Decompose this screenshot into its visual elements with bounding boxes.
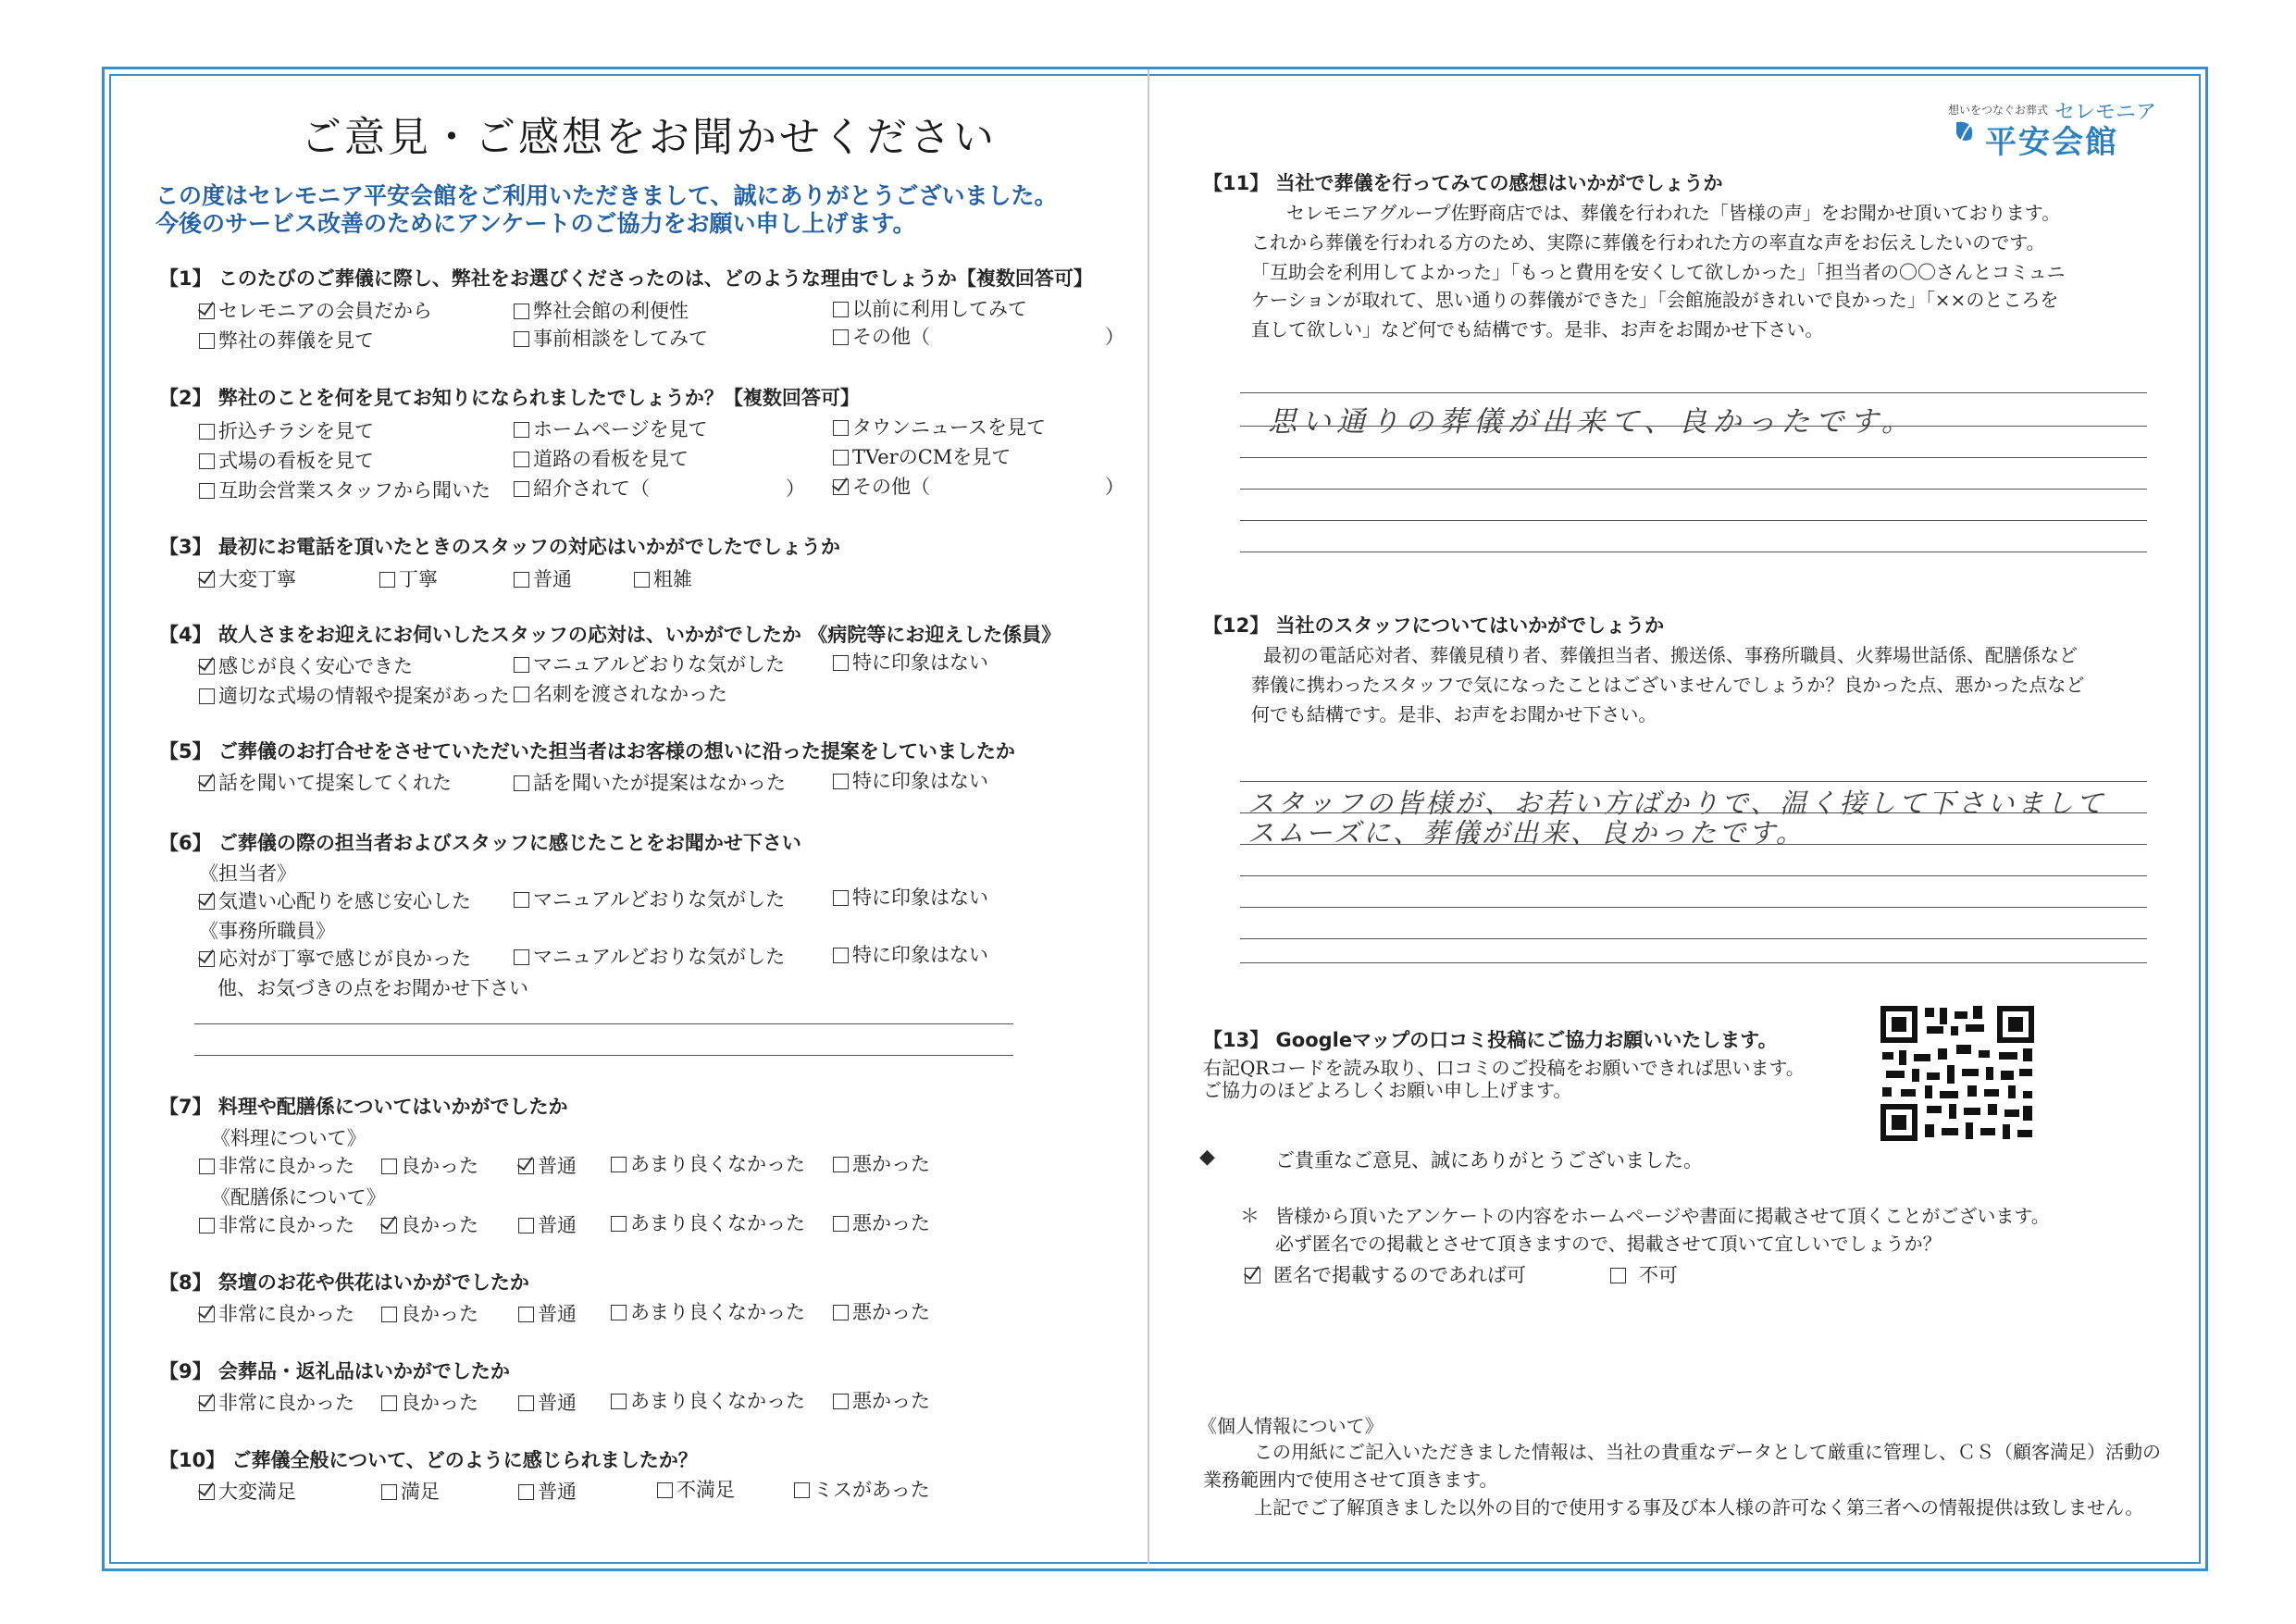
q13-text: 右記QRコードを読み取り、口コミのご投稿をお願いできれば思います。	[1203, 1057, 1805, 1079]
checkbox[interactable]	[514, 892, 529, 908]
write-line[interactable]	[1240, 938, 2147, 939]
q8-option[interactable]: あまり良くなかった	[611, 1297, 805, 1325]
q7-staff-option[interactable]: 普通	[518, 1210, 577, 1238]
checkbox[interactable]	[634, 572, 650, 588]
checkbox-checked[interactable]	[199, 659, 215, 675]
checkbox[interactable]	[833, 450, 849, 465]
q6-option[interactable]: マニュアルどおりな気がした	[514, 942, 785, 970]
q2-option[interactable]: 式場の看板を見て	[199, 446, 374, 474]
q7-sub-haizen: 《配膳係について》	[211, 1186, 386, 1209]
qr-code-icon[interactable]	[1879, 1004, 2036, 1143]
write-line[interactable]	[194, 1055, 1013, 1056]
checkbox[interactable]	[833, 1216, 849, 1232]
checkbox-checked[interactable]	[1245, 1268, 1260, 1283]
q11-text: ケーションが取れて、思い通りの葬儀ができた」「会館施設がきれいで良かった」「××のところを	[1251, 289, 2059, 311]
q1-option[interactable]: セレモニアの会員だから	[199, 296, 432, 324]
q7-food-option[interactable]: 良かった	[381, 1151, 478, 1179]
q2-option[interactable]: TVerのCMを見て	[833, 442, 1011, 470]
q6-option[interactable]: 気遣い心配りを感じ安心した	[199, 886, 471, 914]
checkbox[interactable]	[611, 1216, 627, 1232]
checkbox[interactable]	[381, 1307, 397, 1322]
q4-option[interactable]: マニュアルどおりな気がした	[514, 650, 785, 677]
checkbox[interactable]	[381, 1395, 397, 1411]
q2-option[interactable]: 互助会営業スタッフから聞いた	[199, 476, 490, 503]
checkbox[interactable]	[833, 420, 849, 436]
page-title: ご意見・ご感想をお聞かせください	[301, 114, 997, 161]
write-line[interactable]	[1240, 520, 2147, 521]
q8-label: 【8】 祭壇のお花や供花はいかがでしたか	[159, 1271, 529, 1294]
checkbox[interactable]	[833, 1305, 849, 1320]
q10-option[interactable]: 大変満足	[199, 1477, 296, 1505]
checkbox-checked[interactable]	[381, 1218, 397, 1233]
checkbox[interactable]	[514, 481, 529, 497]
q9-label: 【9】 会葬品・返礼品はいかがでしたか	[159, 1360, 510, 1382]
q13-text: ご協力のほどよろしくお願い申し上げます。	[1203, 1079, 1572, 1101]
q3-option[interactable]: 粗雑	[634, 564, 692, 592]
checkbox[interactable]	[833, 1157, 849, 1172]
checkbox[interactable]	[518, 1395, 534, 1411]
q7-food-option[interactable]: 悪かった	[833, 1149, 930, 1177]
q1-option[interactable]: 弊社会館の利便性	[514, 296, 689, 324]
write-line[interactable]	[1240, 844, 2147, 845]
q6-label: 【6】 ご葬儀の際の担当者およびスタッフに感じたことをお聞かせ下さい	[159, 832, 801, 854]
q2-label: 【2】 弊社のことを何を見てお知りになられましたでしょうか？【複数回答可】	[159, 387, 860, 409]
q11-handwritten-answer[interactable]: 思い通りの葬儀が出来て、良かったです。	[1268, 405, 1916, 439]
q9-option[interactable]: 普通	[518, 1388, 577, 1416]
q8-option[interactable]: 非常に良かった	[199, 1299, 354, 1327]
checkbox[interactable]	[611, 1305, 627, 1320]
checkbox[interactable]	[833, 655, 849, 671]
q11-text: 「互助会を利用してよかった」「もっと費用を安くして欲しかった」「担当者の〇〇さんとコミュニ	[1251, 261, 2066, 283]
q2-option[interactable]: 折込チラシを見て	[199, 416, 374, 444]
q1-label: 【1】 このたびのご葬儀に際し、弊社をお選びくださったのは、どのような理由でしょうか【複数回答可】	[159, 267, 1093, 290]
privacy-text: 上記でご了解頂きました以外の目的で使用する事及び本人様の許可なく第三者への情報提供は致しません。	[1254, 1496, 2144, 1519]
logo-brand: セレモニア	[2054, 101, 2157, 124]
logo-tagline: 想いをつなぐお葬式	[1948, 104, 2049, 117]
checkbox[interactable]	[381, 1484, 397, 1500]
q3-label: 【3】 最初にお電話を頂いたときのスタッフの対応はいかがでしたでしょうか	[159, 536, 840, 558]
checkbox[interactable]	[514, 657, 529, 673]
publish-option-anonymous[interactable]: 匿名で掲載するのであれば可	[1245, 1260, 1526, 1288]
write-line[interactable]	[1240, 812, 2147, 813]
q11-text: セレモニアグループ佐野商店では、葬儀を行われた「皆様の声」をお聞かせ頂いております。	[1286, 202, 2061, 224]
checkbox-checked[interactable]	[199, 304, 215, 319]
q6-sub-tantousha: 《担当者》	[199, 862, 296, 885]
checkbox-checked[interactable]	[199, 1395, 215, 1411]
q10-option[interactable]: ミスがあった	[794, 1475, 930, 1503]
q13-label: 【13】 Googleマップの口コミ投稿にご協力お願いいたします。	[1203, 1029, 1778, 1051]
checkbox[interactable]	[833, 890, 849, 906]
q6-option[interactable]: 特に印象はない	[833, 883, 988, 911]
q7-food-option[interactable]: 普通	[518, 1151, 577, 1179]
publish-text-2: 必ず匿名での掲載とさせて頂きますので、掲載させて頂いて宜しいでしょうか？	[1275, 1233, 1942, 1255]
q5-option[interactable]: 特に印象はない	[833, 766, 988, 794]
checkbox-checked[interactable]	[199, 572, 215, 588]
q7-staff-option[interactable]: あまり良くなかった	[611, 1209, 805, 1236]
q6-option[interactable]: 特に印象はない	[833, 940, 988, 968]
q6-option[interactable]: マニュアルどおりな気がした	[514, 885, 785, 912]
q7-staff-option[interactable]: 非常に良かった	[199, 1210, 354, 1238]
leaf-logo-icon	[1953, 118, 1977, 146]
checkbox[interactable]	[794, 1482, 810, 1498]
checkbox[interactable]	[514, 331, 529, 347]
write-line[interactable]	[1240, 489, 2147, 490]
checkbox[interactable]	[611, 1157, 627, 1172]
checkbox[interactable]	[199, 1218, 215, 1233]
write-line[interactable]	[194, 1023, 1013, 1024]
q2-option[interactable]: 紹介されて（ ）	[514, 474, 805, 502]
q6-sub-jimusho: 《事務所職員》	[199, 920, 335, 942]
intro-line-1: この度はセレモニア平安会館をご利用いただきまして、誠にありがとうございました。	[155, 182, 1058, 209]
q4-option[interactable]: 特に印象はない	[833, 648, 988, 676]
q7-food-option[interactable]: 非常に良かった	[199, 1151, 354, 1179]
q1-option[interactable]: 事前相談をしてみて	[514, 324, 708, 352]
q12-text: 何でも結構です。是非、お声をお聞かせ下さい。	[1251, 703, 1657, 725]
checkbox[interactable]	[199, 453, 215, 469]
privacy-text: 業務範囲内で使用させて頂きます。	[1203, 1469, 1498, 1491]
checkbox[interactable]	[514, 687, 529, 702]
q2-option[interactable]: ホームページを見て	[514, 415, 708, 442]
q11-text: 直して欲しい」など何でも結構です。是非、お声をお聞かせ下さい。	[1251, 318, 1824, 341]
checkbox-checked[interactable]	[199, 1307, 215, 1322]
q8-option[interactable]: 良かった	[381, 1299, 478, 1327]
q5-label: 【5】 ご葬儀のお打合せをさせていただいた担当者はお客様の想いに沿った提案をしていましたか	[159, 740, 1015, 762]
checkbox-checked[interactable]	[199, 1484, 215, 1500]
write-line[interactable]	[1240, 457, 2147, 458]
logo-name: 平安会館	[1985, 124, 2118, 161]
q1-option[interactable]: 以前に利用してみて	[833, 294, 1027, 322]
q11-label: 【11】 当社で葬儀を行ってみての感想はいかがでしょうか	[1203, 172, 1723, 194]
q7-label: 【7】 料理や配膳係についてはいかがでしたか	[159, 1096, 568, 1118]
q7-staff-option[interactable]: 悪かった	[833, 1209, 930, 1236]
q1-option[interactable]: その他（ ）	[833, 322, 1124, 350]
write-line[interactable]	[1240, 962, 2147, 963]
q5-option[interactable]: 話を聞いて提案してくれた	[199, 768, 452, 796]
q4-option[interactable]: 適切な式場の情報や提案があった	[199, 681, 510, 709]
checkbox[interactable]	[833, 1394, 849, 1409]
q10-option[interactable]: 不満足	[657, 1475, 735, 1503]
q10-option[interactable]: 満足	[381, 1477, 440, 1505]
checkbox[interactable]	[514, 422, 529, 438]
q8-option[interactable]: 普通	[518, 1299, 577, 1327]
q4-option[interactable]: 名刺を渡されなかった	[514, 679, 727, 707]
q6-option[interactable]: 応対が丁寧で感じが良かった	[199, 944, 471, 972]
checkbox[interactable]	[514, 304, 529, 319]
q12-label: 【12】 当社のスタッフについてはいかがでしょうか	[1203, 614, 1665, 637]
q11-text: これから葬儀を行われる方のため、実際に葬儀を行われた方の率直な声をお伝えしたいのです。	[1251, 231, 2045, 254]
checkbox[interactable]	[199, 333, 215, 349]
q7-sub-ryouri: 《料理について》	[211, 1127, 366, 1149]
q9-option[interactable]: 非常に良かった	[199, 1388, 354, 1416]
checkbox[interactable]	[833, 329, 849, 345]
q7-staff-option[interactable]: 良かった	[381, 1210, 478, 1238]
write-line[interactable]	[1240, 907, 2147, 908]
checkbox[interactable]	[518, 1484, 534, 1500]
asterisk-icon: ＊	[1240, 1205, 1260, 1227]
q12-handwritten-answer-2[interactable]: スムーズに、葬儀が出来、良かったです。	[1247, 817, 1806, 849]
center-fold	[1148, 69, 1149, 1564]
checkbox[interactable]	[514, 949, 529, 965]
write-line[interactable]	[1240, 875, 2147, 876]
q12-handwritten-answer-1[interactable]: スタッフの皆様が、お若い方ばかりで、温く接して下さいまして	[1247, 787, 2106, 819]
privacy-text: この用紙にご記入いただきました情報は、当社の貴重なデータとして厳重に管理し、ＣＳ（顧客満足）活動の	[1254, 1441, 2161, 1463]
checkbox[interactable]	[199, 1159, 215, 1174]
q2-option[interactable]: 道路の看板を見て	[514, 444, 689, 472]
thanks-text: ご貴重なご意見、誠にありがとうございました。	[1275, 1149, 1703, 1172]
q9-option[interactable]: 悪かった	[833, 1386, 930, 1414]
q12-text: 最初の電話応対者、葬儀見積り者、葬儀担当者、搬送係、事務所職員、火葬場世話係、配膳係など	[1263, 644, 2078, 666]
checkbox[interactable]	[518, 1307, 534, 1322]
write-line[interactable]	[1240, 392, 2147, 393]
q5-option[interactable]: 話を聞いたが提案はなかった	[514, 768, 786, 796]
q12-text: 葬儀に携わったスタッフで気になったことはございませんでしょうか？良かった点、悪かった点など	[1251, 674, 2085, 696]
checkbox-checked[interactable]	[518, 1159, 534, 1174]
checkbox[interactable]	[514, 452, 529, 467]
checkbox[interactable]	[833, 774, 849, 789]
q3-option[interactable]: 大変丁寧	[199, 564, 296, 592]
write-line[interactable]	[1240, 781, 2147, 782]
q2-option[interactable]: その他（ ）	[833, 472, 1124, 500]
checkbox-checked[interactable]	[199, 775, 215, 791]
checkbox[interactable]	[199, 424, 215, 440]
q3-option[interactable]: 普通	[514, 564, 572, 592]
q10-label: 【10】 ご葬儀全般について、どのように感じられましたか？	[159, 1449, 698, 1471]
diamond-bullet-icon: ◆	[1199, 1146, 1215, 1169]
checkbox[interactable]	[1610, 1268, 1626, 1283]
q4-option[interactable]: 感じが良く安心できた	[199, 651, 413, 679]
checkbox-checked[interactable]	[199, 894, 215, 910]
q3-option[interactable]: 丁寧	[379, 564, 438, 592]
checkbox[interactable]	[833, 302, 849, 317]
intro-line-2: 今後のサービス改善のためにアンケートのご協力をお願い申し上げます。	[155, 210, 916, 237]
write-line[interactable]	[1240, 426, 2147, 427]
checkbox[interactable]	[379, 572, 395, 588]
q2-option[interactable]: タウンニュースを見て	[833, 413, 1046, 440]
checkbox[interactable]	[518, 1218, 534, 1233]
q1-option[interactable]: 弊社の葬儀を見て	[199, 326, 374, 353]
q10-option[interactable]: 普通	[518, 1477, 577, 1505]
q9-option[interactable]: 良かった	[381, 1388, 478, 1416]
q7-food-option[interactable]: あまり良くなかった	[611, 1149, 805, 1177]
checkbox-checked[interactable]	[199, 951, 215, 967]
q8-option[interactable]: 悪かった	[833, 1297, 930, 1325]
publish-option-no[interactable]: 不可	[1610, 1260, 1678, 1288]
q4-label: 【4】 故人さまをお迎えにお伺いしたスタッフの応対は、いかがでしたか 《病院等にお迎えした係員》	[159, 624, 1061, 646]
checkbox[interactable]	[381, 1159, 397, 1174]
privacy-title: 《個人情報について》	[1198, 1415, 1384, 1437]
checkbox[interactable]	[199, 688, 215, 704]
checkbox[interactable]	[514, 775, 529, 791]
checkbox[interactable]	[833, 948, 849, 963]
checkbox[interactable]	[611, 1394, 627, 1409]
checkbox-checked[interactable]	[833, 479, 849, 495]
q9-option[interactable]: あまり良くなかった	[611, 1386, 805, 1414]
checkbox[interactable]	[199, 483, 215, 499]
publish-text-1: 皆様から頂いたアンケートの内容をホームページや書面に掲載させて頂くことがございます。	[1275, 1205, 2050, 1227]
q6-other-prompt: 他、お気づきの点をお聞かせ下さい	[217, 977, 528, 999]
checkbox[interactable]	[657, 1482, 673, 1498]
checkbox[interactable]	[514, 572, 529, 588]
